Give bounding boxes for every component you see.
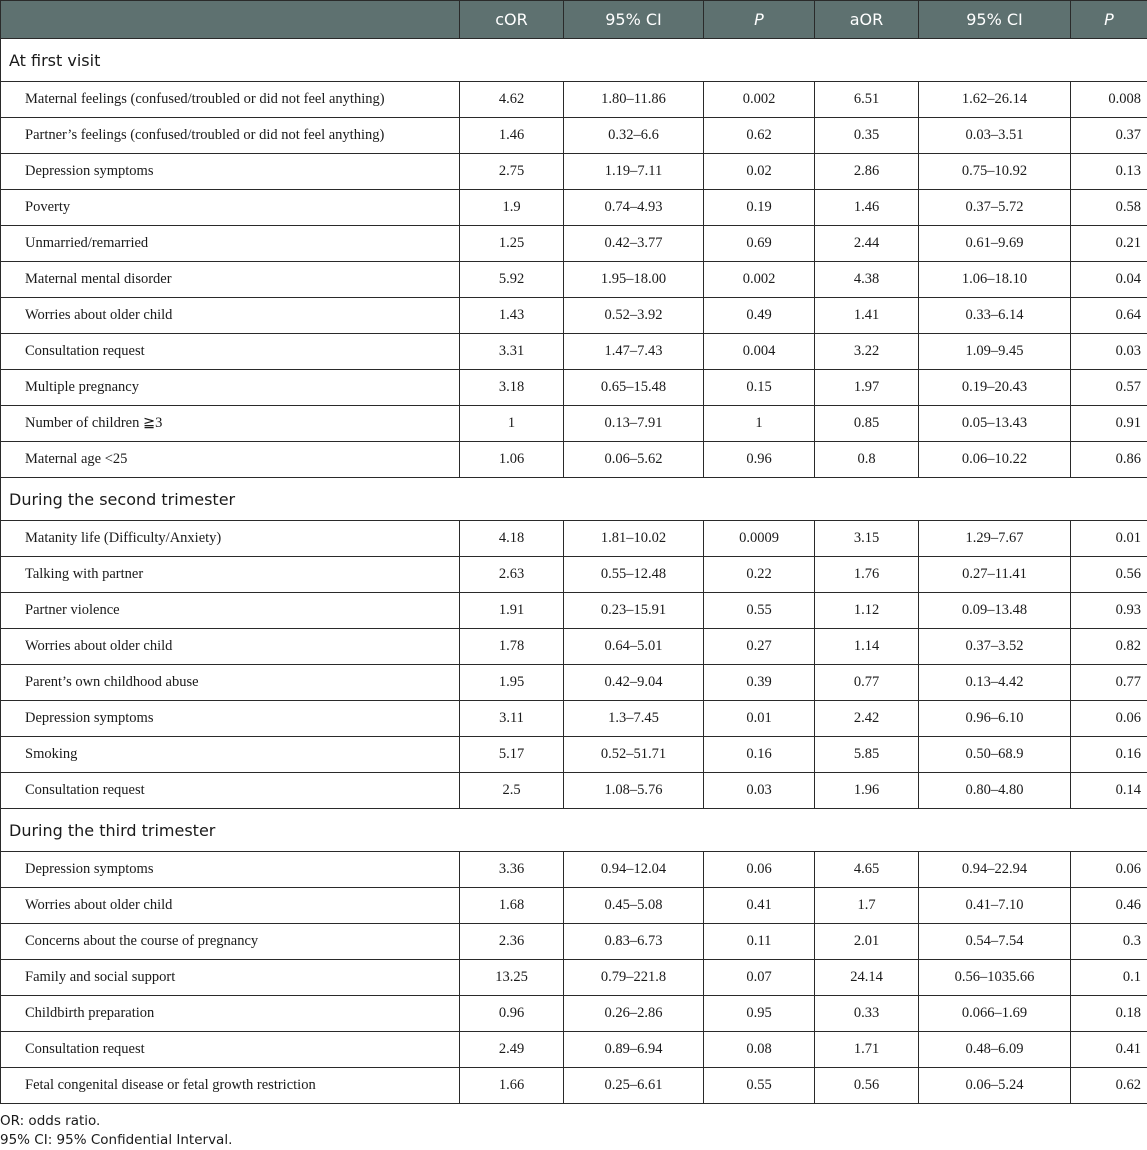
section-row — [1, 478, 1147, 521]
cell-crude-ci: 0.26–2.86 — [564, 996, 704, 1032]
cell-aor: 0.77 — [815, 665, 919, 701]
cell-adjusted-ci: 0.37–5.72 — [919, 190, 1071, 226]
cell-aor: 4.38 — [815, 262, 919, 298]
cell-variable: Worries about older child — [1, 298, 460, 334]
cell-cor: 4.18 — [460, 521, 564, 557]
cell-crude-ci: 1.80–11.86 — [564, 82, 704, 118]
table-row — [1, 521, 1147, 557]
cell-crude-ci: 0.25–6.61 — [564, 1068, 704, 1104]
cell-adjusted-ci: 0.75–10.92 — [919, 154, 1071, 190]
cell-adjusted-ci: 0.54–7.54 — [919, 924, 1071, 960]
cell-crude-p: 0.01 — [704, 701, 815, 737]
cell-adjusted-ci: 0.06–5.24 — [919, 1068, 1071, 1104]
cell-crude-ci: 0.64–5.01 — [564, 629, 704, 665]
cell-variable: Poverty — [1, 190, 460, 226]
cell-aor: 1.71 — [815, 1032, 919, 1068]
cell-adjusted-p: 0.1 — [1071, 960, 1147, 996]
cell-aor: 3.22 — [815, 334, 919, 370]
cell-adjusted-ci: 0.41–7.10 — [919, 888, 1071, 924]
cell-variable: Concerns about the course of pregnancy — [1, 924, 460, 960]
cell-crude-ci: 0.83–6.73 — [564, 924, 704, 960]
cell-variable: Multiple pregnancy — [1, 370, 460, 406]
cell-cor: 1.91 — [460, 593, 564, 629]
cell-adjusted-ci: 0.80–4.80 — [919, 773, 1071, 809]
cell-adjusted-ci: 0.37–3.52 — [919, 629, 1071, 665]
cell-cor: 1.25 — [460, 226, 564, 262]
cell-cor: 5.92 — [460, 262, 564, 298]
cell-variable: Fetal congenital disease or fetal growth restriction — [1, 1068, 460, 1104]
cell-variable: Partner’s feelings (confused/troubled or did not feel anything) — [1, 118, 460, 154]
cell-adjusted-ci: 0.19–20.43 — [919, 370, 1071, 406]
cell-adjusted-p: 0.01 — [1071, 521, 1147, 557]
cell-variable: Worries about older child — [1, 629, 460, 665]
cell-adjusted-ci: 0.33–6.14 — [919, 298, 1071, 334]
cell-aor: 1.12 — [815, 593, 919, 629]
cell-crude-p: 0.15 — [704, 370, 815, 406]
table-row — [1, 593, 1147, 629]
cell-aor: 1.97 — [815, 370, 919, 406]
cell-adjusted-p: 0.57 — [1071, 370, 1147, 406]
cell-crude-p: 0.49 — [704, 298, 815, 334]
cell-crude-ci: 1.3–7.45 — [564, 701, 704, 737]
section-title: During the third trimester — [1, 809, 1147, 852]
cell-adjusted-p: 0.41 — [1071, 1032, 1147, 1068]
cell-cor: 2.75 — [460, 154, 564, 190]
table-row — [1, 1068, 1147, 1104]
cell-crude-ci: 0.52–51.71 — [564, 737, 704, 773]
cell-crude-ci: 1.95–18.00 — [564, 262, 704, 298]
cell-crude-ci: 1.81–10.02 — [564, 521, 704, 557]
cell-aor: 1.7 — [815, 888, 919, 924]
cell-variable: Consultation request — [1, 773, 460, 809]
cell-variable: Parent’s own childhood abuse — [1, 665, 460, 701]
table-row — [1, 996, 1147, 1032]
table-row — [1, 226, 1147, 262]
cell-variable: Maternal age <25 — [1, 442, 460, 478]
cell-aor: 0.8 — [815, 442, 919, 478]
cell-crude-p: 0.39 — [704, 665, 815, 701]
cell-aor: 0.35 — [815, 118, 919, 154]
cell-crude-p: 0.02 — [704, 154, 815, 190]
cell-adjusted-p: 0.03 — [1071, 334, 1147, 370]
cell-crude-ci: 0.79–221.8 — [564, 960, 704, 996]
cell-aor: 4.65 — [815, 852, 919, 888]
cell-adjusted-ci: 0.50–68.9 — [919, 737, 1071, 773]
table-row — [1, 701, 1147, 737]
table-row — [1, 154, 1147, 190]
cell-cor: 1.06 — [460, 442, 564, 478]
cell-variable: Childbirth preparation — [1, 996, 460, 1032]
cell-adjusted-p: 0.13 — [1071, 154, 1147, 190]
table-row — [1, 557, 1147, 593]
cell-aor: 3.15 — [815, 521, 919, 557]
cell-crude-ci: 0.55–12.48 — [564, 557, 704, 593]
cell-crude-p: 0.03 — [704, 773, 815, 809]
cell-crude-ci: 0.52–3.92 — [564, 298, 704, 334]
cell-cor: 1.46 — [460, 118, 564, 154]
header-adjusted-p: P — [1071, 1, 1147, 39]
header-variable — [1, 1, 460, 39]
cell-crude-p: 0.95 — [704, 996, 815, 1032]
cell-adjusted-p: 0.77 — [1071, 665, 1147, 701]
header-crude-ci: 95% CI — [564, 1, 704, 39]
cell-adjusted-ci: 1.09–9.45 — [919, 334, 1071, 370]
cell-crude-p: 0.62 — [704, 118, 815, 154]
table-row — [1, 370, 1147, 406]
table-row — [1, 888, 1147, 924]
cell-crude-ci: 0.06–5.62 — [564, 442, 704, 478]
cell-crude-p: 0.0009 — [704, 521, 815, 557]
cell-cor: 2.63 — [460, 557, 564, 593]
cell-variable: Maternal mental disorder — [1, 262, 460, 298]
cell-aor: 24.14 — [815, 960, 919, 996]
cell-variable: Family and social support — [1, 960, 460, 996]
table-row — [1, 118, 1147, 154]
cell-adjusted-ci: 0.48–6.09 — [919, 1032, 1071, 1068]
cell-adjusted-p: 0.58 — [1071, 190, 1147, 226]
cell-aor: 1.41 — [815, 298, 919, 334]
cell-variable: Number of children ≧3 — [1, 406, 460, 442]
cell-aor: 2.86 — [815, 154, 919, 190]
section-row — [1, 39, 1147, 82]
table-body — [1, 39, 1147, 1104]
cell-cor: 0.96 — [460, 996, 564, 1032]
cell-adjusted-ci: 0.09–13.48 — [919, 593, 1071, 629]
cell-crude-ci: 0.94–12.04 — [564, 852, 704, 888]
table-row — [1, 852, 1147, 888]
cell-adjusted-ci: 0.56–1035.66 — [919, 960, 1071, 996]
cell-crude-ci: 1.19–7.11 — [564, 154, 704, 190]
cell-crude-p: 1 — [704, 406, 815, 442]
cell-cor: 2.5 — [460, 773, 564, 809]
cell-crude-p: 0.002 — [704, 82, 815, 118]
cell-cor: 1.68 — [460, 888, 564, 924]
cell-aor: 5.85 — [815, 737, 919, 773]
cell-variable: Worries about older child — [1, 888, 460, 924]
cell-crude-p: 0.69 — [704, 226, 815, 262]
cell-adjusted-p: 0.04 — [1071, 262, 1147, 298]
cell-adjusted-ci: 0.13–4.42 — [919, 665, 1071, 701]
cell-adjusted-ci: 0.066–1.69 — [919, 996, 1071, 1032]
cell-aor: 2.44 — [815, 226, 919, 262]
cell-crude-ci: 0.23–15.91 — [564, 593, 704, 629]
cell-cor: 1.43 — [460, 298, 564, 334]
cell-crude-p: 0.55 — [704, 593, 815, 629]
cell-crude-ci: 0.74–4.93 — [564, 190, 704, 226]
cell-variable: Matanity life (Difficulty/Anxiety) — [1, 521, 460, 557]
table-row — [1, 737, 1147, 773]
cell-adjusted-p: 0.86 — [1071, 442, 1147, 478]
cell-variable: Maternal feelings (confused/troubled or did not feel anything) — [1, 82, 460, 118]
cell-crude-p: 0.96 — [704, 442, 815, 478]
cell-variable: Consultation request — [1, 1032, 460, 1068]
footnotes — [0, 1112, 232, 1150]
cell-crude-p: 0.004 — [704, 334, 815, 370]
cell-variable: Smoking — [1, 737, 460, 773]
cell-adjusted-p: 0.82 — [1071, 629, 1147, 665]
cell-crude-ci: 0.65–15.48 — [564, 370, 704, 406]
cell-adjusted-ci: 1.06–18.10 — [919, 262, 1071, 298]
cell-adjusted-ci: 0.61–9.69 — [919, 226, 1071, 262]
cell-adjusted-p: 0.93 — [1071, 593, 1147, 629]
cell-variable: Unmarried/remarried — [1, 226, 460, 262]
table-row — [1, 298, 1147, 334]
cell-cor: 1.95 — [460, 665, 564, 701]
cell-crude-ci: 0.89–6.94 — [564, 1032, 704, 1068]
cell-variable: Depression symptoms — [1, 852, 460, 888]
cell-crude-p: 0.11 — [704, 924, 815, 960]
cell-variable: Talking with partner — [1, 557, 460, 593]
cell-adjusted-ci: 0.96–6.10 — [919, 701, 1071, 737]
cell-crude-ci: 0.45–5.08 — [564, 888, 704, 924]
cell-variable: Partner violence — [1, 593, 460, 629]
cell-adjusted-ci: 0.05–13.43 — [919, 406, 1071, 442]
cell-cor: 1 — [460, 406, 564, 442]
table-row — [1, 773, 1147, 809]
cell-aor: 0.56 — [815, 1068, 919, 1104]
cell-adjusted-ci: 1.29–7.67 — [919, 521, 1071, 557]
cell-crude-p: 0.55 — [704, 1068, 815, 1104]
footnote-ci: 95% CI: 95% Confidential Interval. — [0, 1131, 232, 1150]
cell-adjusted-p: 0.008 — [1071, 82, 1147, 118]
cell-variable: Depression symptoms — [1, 154, 460, 190]
cell-adjusted-p: 0.91 — [1071, 406, 1147, 442]
cell-aor: 1.96 — [815, 773, 919, 809]
cell-aor: 0.85 — [815, 406, 919, 442]
cell-cor: 3.11 — [460, 701, 564, 737]
table-row — [1, 262, 1147, 298]
cell-variable: Depression symptoms — [1, 701, 460, 737]
table-row — [1, 629, 1147, 665]
cell-aor: 1.14 — [815, 629, 919, 665]
cell-crude-p: 0.002 — [704, 262, 815, 298]
cell-adjusted-ci: 1.62–26.14 — [919, 82, 1071, 118]
cell-adjusted-ci: 0.27–11.41 — [919, 557, 1071, 593]
cell-cor: 3.36 — [460, 852, 564, 888]
cell-adjusted-p: 0.62 — [1071, 1068, 1147, 1104]
cell-crude-ci: 1.08–5.76 — [564, 773, 704, 809]
section-row — [1, 809, 1147, 852]
table-row — [1, 190, 1147, 226]
cell-cor: 4.62 — [460, 82, 564, 118]
cell-aor: 2.01 — [815, 924, 919, 960]
footnote-or: OR: odds ratio. — [0, 1112, 232, 1131]
cell-aor: 1.46 — [815, 190, 919, 226]
cell-cor: 2.36 — [460, 924, 564, 960]
cell-adjusted-p: 0.16 — [1071, 737, 1147, 773]
cell-crude-p: 0.22 — [704, 557, 815, 593]
section-title: At first visit — [1, 39, 1147, 82]
cell-cor: 3.31 — [460, 334, 564, 370]
cell-crude-p: 0.08 — [704, 1032, 815, 1068]
cell-cor: 2.49 — [460, 1032, 564, 1068]
header-crude-p: P — [704, 1, 815, 39]
table-row — [1, 665, 1147, 701]
cell-adjusted-p: 0.18 — [1071, 996, 1147, 1032]
cell-aor: 6.51 — [815, 82, 919, 118]
cell-adjusted-p: 0.06 — [1071, 701, 1147, 737]
cell-adjusted-p: 0.21 — [1071, 226, 1147, 262]
table-row — [1, 960, 1147, 996]
cell-aor: 0.33 — [815, 996, 919, 1032]
cell-crude-p: 0.16 — [704, 737, 815, 773]
cell-cor: 1.9 — [460, 190, 564, 226]
cell-crude-p: 0.41 — [704, 888, 815, 924]
cell-crude-ci: 0.32–6.6 — [564, 118, 704, 154]
cell-adjusted-p: 0.14 — [1071, 773, 1147, 809]
table-row — [1, 924, 1147, 960]
cell-crude-ci: 0.42–9.04 — [564, 665, 704, 701]
header-aor: aOR — [815, 1, 919, 39]
header-row — [1, 1, 1147, 39]
table-row — [1, 442, 1147, 478]
table-row — [1, 406, 1147, 442]
header-adjusted-ci: 95% CI — [919, 1, 1071, 39]
cell-crude-ci: 0.42–3.77 — [564, 226, 704, 262]
table-row — [1, 1032, 1147, 1068]
table-header — [1, 1, 1147, 39]
cell-adjusted-ci: 0.94–22.94 — [919, 852, 1071, 888]
cell-cor: 5.17 — [460, 737, 564, 773]
cell-crude-p: 0.19 — [704, 190, 815, 226]
table-row — [1, 334, 1147, 370]
cell-adjusted-ci: 0.03–3.51 — [919, 118, 1071, 154]
cell-adjusted-p: 0.06 — [1071, 852, 1147, 888]
header-cor: cOR — [460, 1, 564, 39]
table-row — [1, 82, 1147, 118]
cell-crude-ci: 1.47–7.43 — [564, 334, 704, 370]
cell-variable: Consultation request — [1, 334, 460, 370]
cell-adjusted-p: 0.64 — [1071, 298, 1147, 334]
cell-crude-p: 0.06 — [704, 852, 815, 888]
section-title: During the second trimester — [1, 478, 1147, 521]
cell-cor: 13.25 — [460, 960, 564, 996]
cell-crude-p: 0.07 — [704, 960, 815, 996]
cell-cor: 3.18 — [460, 370, 564, 406]
cell-cor: 1.66 — [460, 1068, 564, 1104]
cell-adjusted-p: 0.56 — [1071, 557, 1147, 593]
cell-aor: 2.42 — [815, 701, 919, 737]
cell-adjusted-p: 0.37 — [1071, 118, 1147, 154]
cell-adjusted-ci: 0.06–10.22 — [919, 442, 1071, 478]
cell-aor: 1.76 — [815, 557, 919, 593]
cell-crude-ci: 0.13–7.91 — [564, 406, 704, 442]
cell-adjusted-p: 0.3 — [1071, 924, 1147, 960]
cell-crude-p: 0.27 — [704, 629, 815, 665]
cell-cor: 1.78 — [460, 629, 564, 665]
cell-adjusted-p: 0.46 — [1071, 888, 1147, 924]
